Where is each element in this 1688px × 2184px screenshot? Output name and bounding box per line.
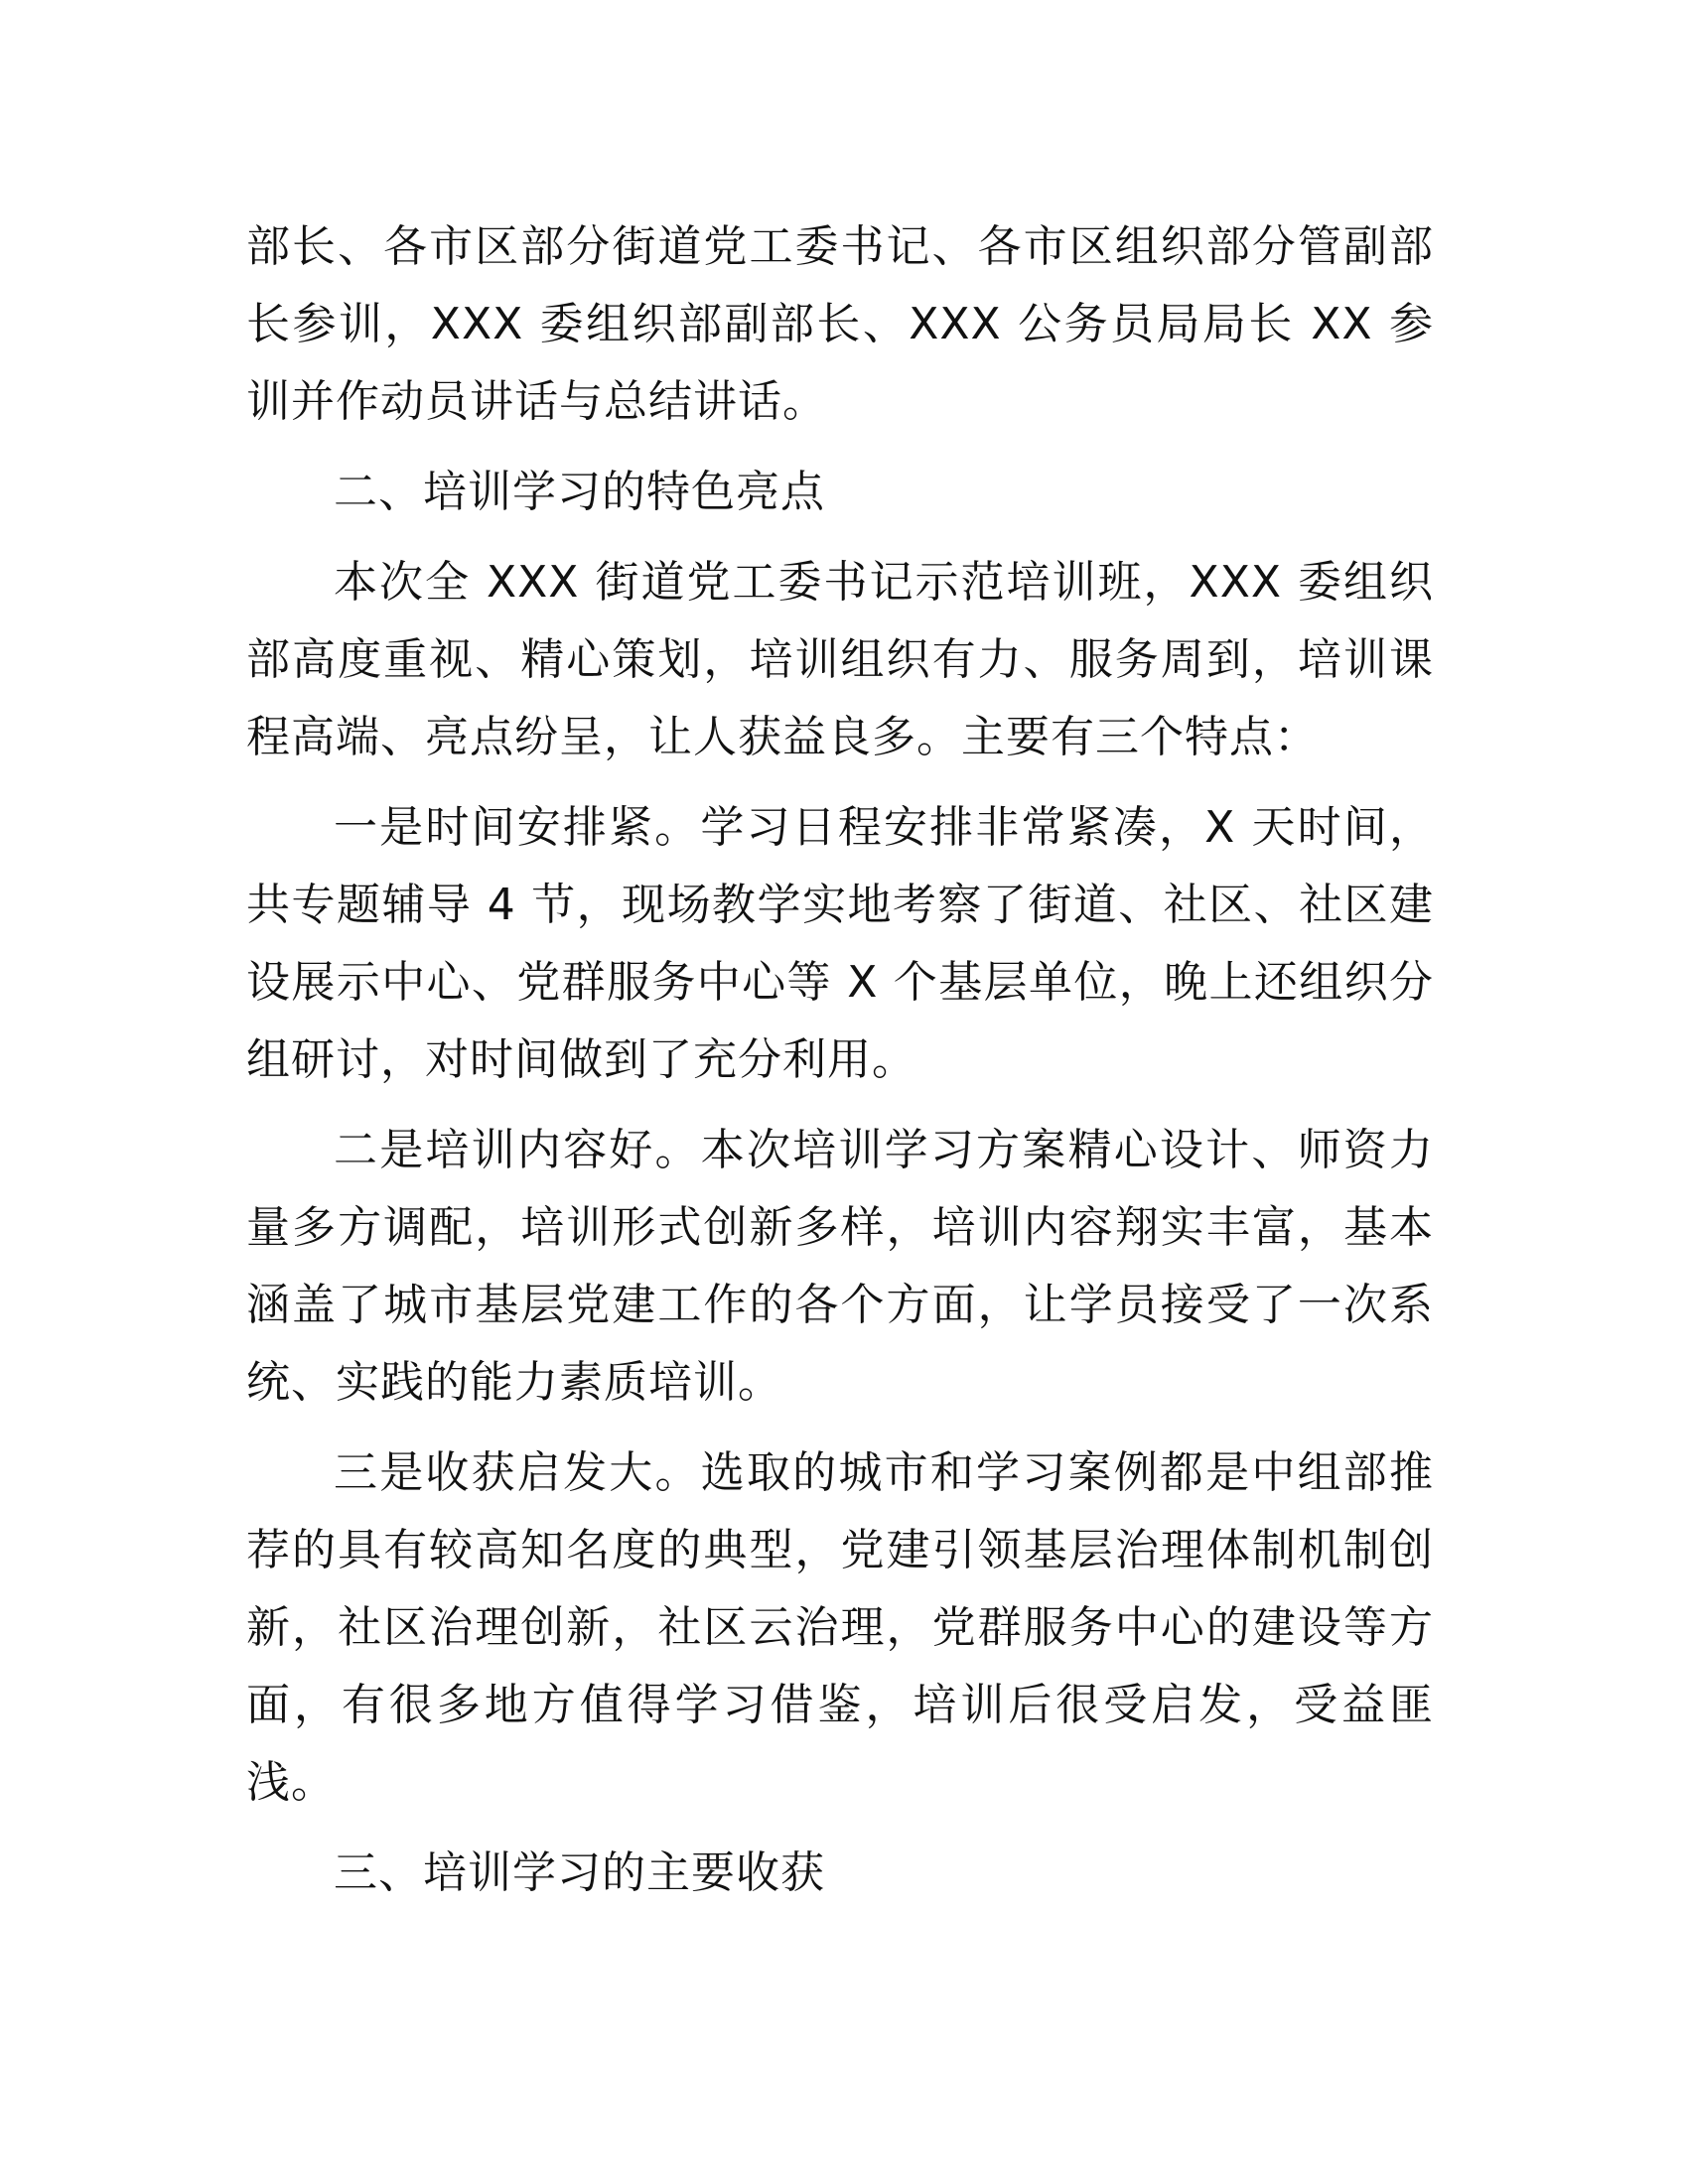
document-body <box>246 208 1434 1925</box>
point-two-paragraph: 二是培训内容好。本次培训学习方案精心设计、师资力量多方调配，培训形式创新多样，培训内容翔实丰富，基本涵盖了城市基层党建工作的各个方面，让学员接受了一次系统、实践的能力素质培训。 <box>246 1125 1434 1408</box>
point-three-paragraph: 三是收获启发大。选取的城市和学习案例都是中组部推荐的具有较高知名度的典型，党建引领基层治理体制机制创新，社区治理创新，社区云治理，党群服务中心的建设等方面，有很多地方值得学习借鉴，培训后很受启发，受益匪浅。 <box>246 1447 1434 1808</box>
section-heading-highlights: 二、培训学习的特色亮点 <box>334 467 825 517</box>
section-heading-gains: 三、培训学习的主要收获 <box>334 1847 825 1898</box>
intro-paragraph: 本次全 XXX 街道党工委书记示范培训班，XXX 委组织部高度重视、精心策划，培训组织有力、服务周到，培训课程高端、亮点纷呈，让人获益良多。主要有三个特点： <box>246 557 1434 762</box>
continuation-paragraph: 部长、各市区部分街道党工委书记、各市区组织部分管副部长参训，XXX 委组织部副部长、XXX 公务员局局长 XX 参训并作动员讲话与总结讲话。 <box>246 221 1434 427</box>
point-one-paragraph: 一是时间安排紧。学习日程安排非常紧凑，X 天时间，共专题辅导 4 节，现场教学实地考察了街道、社区、社区建设展示中心、党群服务中心等 X 个基层单位，晚上还组织分组研讨，对时间做到了充分利用。 <box>246 802 1434 1085</box>
